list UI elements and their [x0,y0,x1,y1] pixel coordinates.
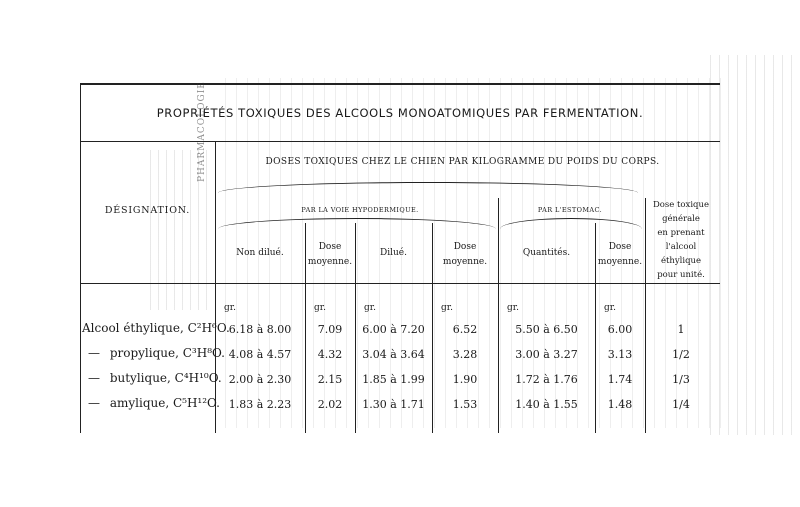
col-head-dose-moyenne-2-line2: moyenne. [442,257,488,267]
cell-non-dilue: 4.08 à 4.57 [228,348,292,361]
col-head-dose-toxique [645,198,717,282]
cell-dose-unite: 1/4 [672,398,690,411]
bleed-through-texture-right [710,55,795,435]
unit-non-dilue: gr. [224,303,236,313]
row-label [82,346,225,360]
cell-dose-moyenne-1: 4.32 [317,348,343,361]
unit-dose-moyenne-3: gr. [604,303,616,313]
cell-dose-unite: 1 [677,323,685,336]
doses-group-header: DOSES TOXIQUES CHEZ LE CHIEN PAR KILOGRAMME DU POIDS DU CORPS. [265,157,660,167]
cell-dose-moyenne-3: 1.74 [607,373,633,386]
col-head-non-dilue: Non dilué. [236,248,284,258]
col-head-dose-moyenne-1 [305,240,355,270]
cell-non-dilue: 6.18 à 8.00 [228,323,292,336]
cell-dilue: 6.00 à 7.20 [362,323,425,336]
col-head-dilue: Dilué. [380,248,407,258]
col-head-dose-moyenne-3 [595,240,645,270]
col-head-dose-moyenne-2 [432,240,498,270]
row-name: Alcool éthylique, C²H⁶O. [82,321,230,335]
ditto-dash: — [88,346,100,360]
hypodermic-group-header: PAR LA VOIE HYPODERMIQUE. [301,206,419,214]
cell-dose-unite: 1/2 [672,348,690,361]
top-rule [80,83,720,85]
col-head-dose-moyenne-1-line2: moyenne. [307,257,353,267]
row-name: propylique, C³H⁸O. [109,346,225,360]
col-head-dose-toxique-line4: l'alcool éthylique [660,242,702,266]
cell-dose-moyenne-1: 2.02 [317,398,343,411]
cell-quantites: 3.00 à 3.27 [515,348,578,361]
cell-dose-moyenne-1: 7.09 [317,323,343,336]
cell-dose-moyenne-2: 6.52 [452,323,478,336]
col-head-dose-toxique-line5: pour unité. [657,270,705,280]
cell-dose-unite: 1/3 [672,373,690,386]
row-label [82,321,230,335]
cell-dilue: 1.85 à 1.99 [362,373,425,386]
col-head-dose-moyenne-3-line1: Dose [608,242,632,252]
header-rule [80,283,720,284]
designation-divider [215,141,216,433]
unit-quantites: gr. [507,303,519,313]
cell-dilue: 1.30 à 1.71 [362,398,425,411]
cell-dose-moyenne-3: 3.13 [607,348,633,361]
row-label [82,371,222,385]
ditto-dash: — [88,371,100,385]
col-head-quantites: Quantités. [522,248,571,258]
col-head-dose-toxique-line1: Dose toxique [652,200,710,210]
cell-non-dilue: 2.00 à 2.30 [228,373,292,386]
row-name: butylique, C⁴H¹⁰O. [109,371,222,385]
table-title: PROPRIÉTÉS TOXIQUES DES ALCOOLS MONOATOMIQUES PAR FERMENTATION. [156,106,644,120]
cell-dose-moyenne-1: 2.15 [317,373,343,386]
cell-dose-moyenne-2: 3.28 [452,348,478,361]
col-head-dose-toxique-line3: en prenant [657,228,705,238]
cell-dose-moyenne-3: 6.00 [607,323,633,336]
cell-quantites: 1.72 à 1.76 [515,373,578,386]
unit-dose-moyenne-2: gr. [441,303,453,313]
stomach-group-header: PAR L'ESTOMAC. [537,206,603,214]
cell-dilue: 3.04 à 3.64 [362,348,425,361]
designation-header: DÉSIGNATION. [104,205,191,216]
cell-quantites: 5.50 à 6.50 [515,323,578,336]
cell-non-dilue: 1.83 à 2.23 [228,398,292,411]
library-stamp: PHARMACOLOGIE [197,81,207,182]
col-head-dose-moyenne-3-line2: moyenne. [597,257,643,267]
title-rule [80,141,720,142]
unit-dilue: gr. [364,303,376,313]
cell-quantites: 1.40 à 1.55 [515,398,578,411]
ditto-dash: — [88,396,100,410]
left-rule [80,83,81,433]
row-name: amylique, C⁵H¹²O. [109,396,220,410]
cell-dose-moyenne-3: 1.48 [607,398,633,411]
row-label [82,396,220,410]
col-head-dose-moyenne-1-line1: Dose [318,242,342,252]
cell-dose-moyenne-2: 1.90 [452,373,478,386]
unit-dose-moyenne-1: gr. [314,303,326,313]
cell-dose-moyenne-2: 1.53 [452,398,478,411]
col-head-dose-toxique-line2: générale [662,214,700,224]
col-head-dose-moyenne-2-line1: Dose [453,242,477,252]
